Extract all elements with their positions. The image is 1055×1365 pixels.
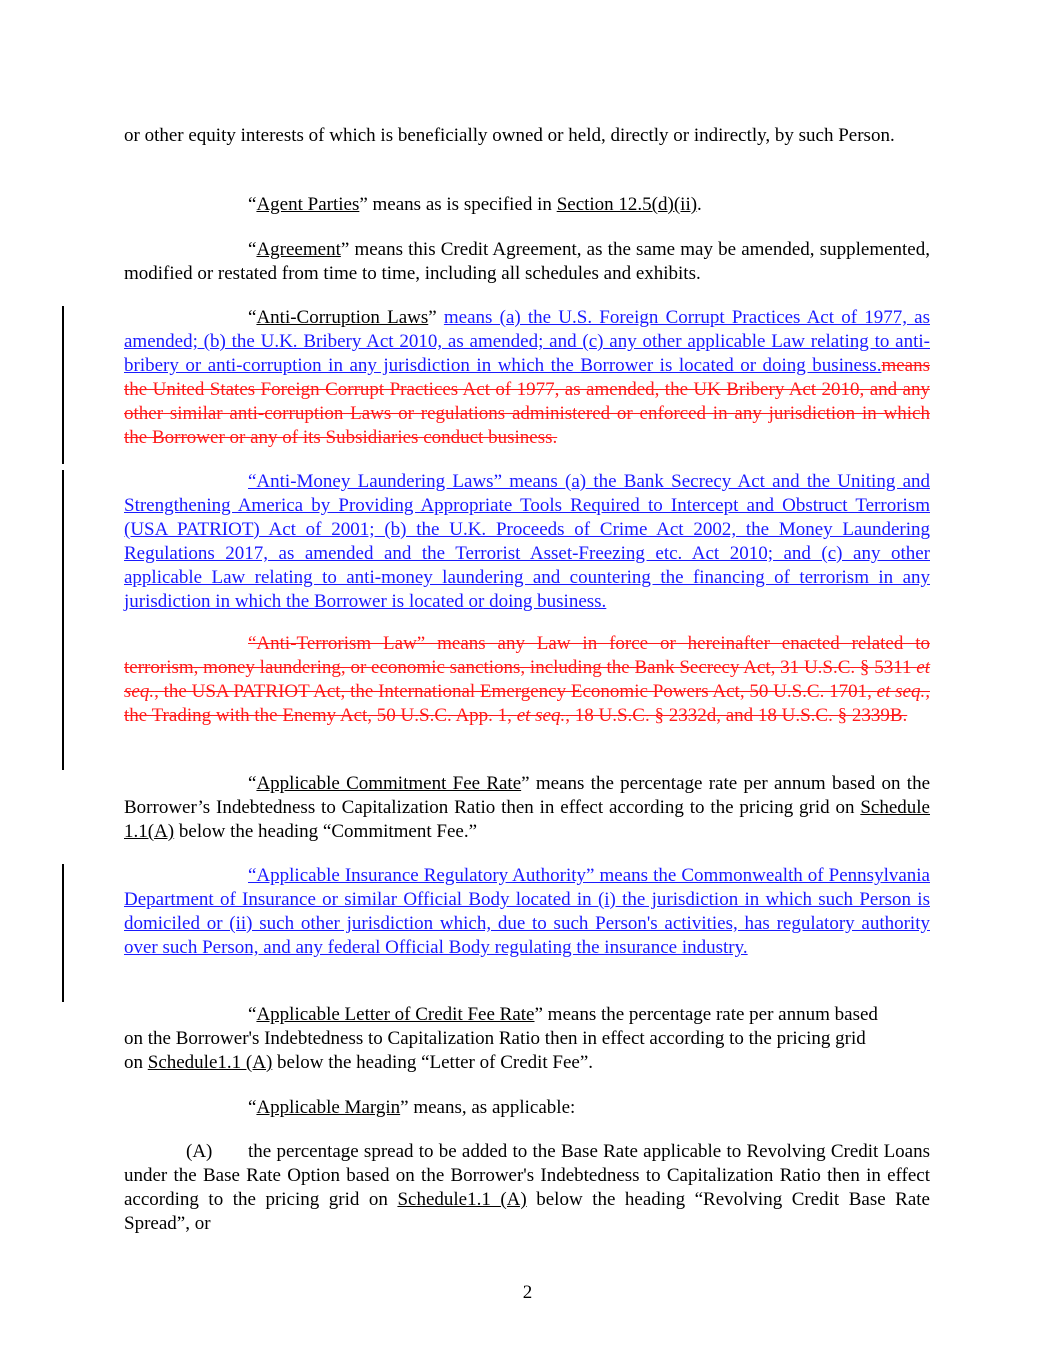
defined-term: Agreement (256, 239, 341, 260)
section-reference: Section 12.5(d)(ii) (556, 194, 698, 215)
deleted-text: “Anti-Terrorism Law” means any Law in force or hereinafter enacted related to terrorism, money laundering, or economic sanctions, including the Bank Secrecy Act, 31 U.S.C. § 5311 (124, 633, 930, 678)
definition-anti-corruption-laws (124, 306, 930, 450)
definition-text: ” means the percentage rate per annum based on the Borrower's Indebtedness to Capitalization Ratio then in effect according to the pricing grid on (124, 1004, 878, 1073)
deleted-text: , 18 U.S.C. § 2332d, and 18 U.S.C. § 2339B. (565, 705, 908, 726)
definition-agent-parties (124, 193, 930, 217)
defined-term: Applicable Commitment Fee Rate (256, 773, 522, 794)
deleted-italic-text: et seq. (516, 705, 566, 726)
schedule-reference: Schedule 1.1(A) (124, 797, 930, 842)
deleted-italic-text: et seq., (876, 681, 930, 702)
inserted-text: means (a) the U.S. Foreign Corrupt Practices Act of 1977, as amended; (b) the U.K. Bribery Act 2010, as amended; and (c) any other applicable Law relating to anti-bribery or anti-corruption in any jurisdiction in which the Borrower is located or doing business. (124, 307, 930, 376)
quote-open: “ (248, 307, 257, 328)
list-item-a (124, 1140, 930, 1236)
defined-term: Applicable Letter of Credit Fee Rate (256, 1004, 535, 1025)
schedule-reference: Schedule1.1 (A) (397, 1189, 527, 1210)
schedule-reference: Schedule1.1 (A) (147, 1052, 273, 1073)
definition-agreement (124, 238, 930, 286)
page-number: 2 (522, 1282, 533, 1303)
list-item-label: (A) (186, 1141, 213, 1162)
deleted-text: means the United States Foreign Corrupt Practices Act of 1977, as amended, the UK Bribery Act 2010, and any other similar anti-corruption Laws or regulations administered or enforced in any jurisdiction in which the Borrower or any of its Subsidiaries conduct business. (124, 355, 930, 448)
definition-applicable-margin (124, 1096, 930, 1120)
definition-anti-money-laundering-laws (124, 470, 930, 614)
quote-open: “ (248, 1004, 257, 1025)
definition-text: ” means the percentage rate per annum based on the Borrower’s Indebtedness to Capitalization Ratio then in effect according to the pricing grid on (124, 773, 931, 818)
inserted-text: “Anti-Money Laundering Laws” means (a) the Bank Secrecy Act and the Uniting and Strengthening America by Providing Appropriate Tools Required to Intercept and Obstruct Terrorism (USA PATRIOT) Act of 2001; (b) the U.K. Proceeds of Crime Act 2002, the Money Laundering Regulations 2017, as amended and the Terrorist Asset-Freezing etc. Act 2010; and (c) any other applicable Law relating to anti-money laundering and countering the financing of terrorism in any jurisdiction in which the Borrower is located or doing business. (124, 471, 930, 612)
definition-applicable-commitment-fee-rate (124, 772, 930, 844)
deleted-text: the Trading with the Enemy Act, 50 U.S.C. App. 1, (124, 705, 517, 726)
definition-end: below the heading “Commitment Fee.” (174, 821, 478, 842)
quote-open: “ (248, 1097, 257, 1118)
defined-term: Agent Parties (256, 194, 360, 215)
inserted-text: “Applicable Insurance Regulatory Authority” means the Commonwealth of Pennsylvania Department of Insurance or similar Official Body located in (i) the jurisdiction in which such Person is domiciled or (ii) such other jurisdiction which, due to such Person's activities, has regulatory authority over such Person, and any federal Official Body regulating the insurance industry. (124, 865, 930, 958)
quote-open: “ (248, 194, 257, 215)
defined-term: Anti-Corruption Laws (256, 307, 429, 328)
continuation-paragraph: or other equity interests of which is beneficially owned or held, directly or indirectly, by such Person. (124, 125, 895, 146)
definition-applicable-letter-of-credit-fee-rate (124, 1003, 884, 1075)
change-bar (62, 864, 64, 1002)
defined-term: Applicable Margin (256, 1097, 401, 1118)
definition-text: ” means this Credit Agreement, as the same may be amended, supplemented, modified or restated from time to time, including all schedules and exhibits. (124, 239, 930, 284)
quote-close: ” (428, 307, 444, 328)
quote-open: “ (248, 773, 257, 794)
definition-end: . (697, 194, 702, 215)
quote-open: “ (248, 239, 257, 260)
deleted-text: , the USA PATRIOT Act, the International Emergency Economic Powers Act, 50 U.S.C. 1701, (154, 681, 877, 702)
definition-end: below the heading “Letter of Credit Fee”. (272, 1052, 594, 1073)
definition-anti-terrorism-law (124, 632, 930, 728)
change-bar (62, 470, 64, 770)
definition-text: ” means as is specified in (359, 194, 557, 215)
definition-text: ” means, as applicable: (400, 1097, 576, 1118)
list-item-text: the percentage spread to be added to the Base Rate applicable to Revolving Credit Loans under the Base Rate Option based on the Borrower's Indebtedness to Capitalization Ratio then in effect according to the pricing grid on (124, 1141, 930, 1210)
change-bar (62, 306, 64, 464)
definition-applicable-insurance-regulatory-authority (124, 864, 930, 960)
list-item-end: below the heading “Revolving Credit Base Rate Spread”, or (124, 1189, 930, 1234)
deleted-italic-text: et seq. (124, 657, 930, 702)
